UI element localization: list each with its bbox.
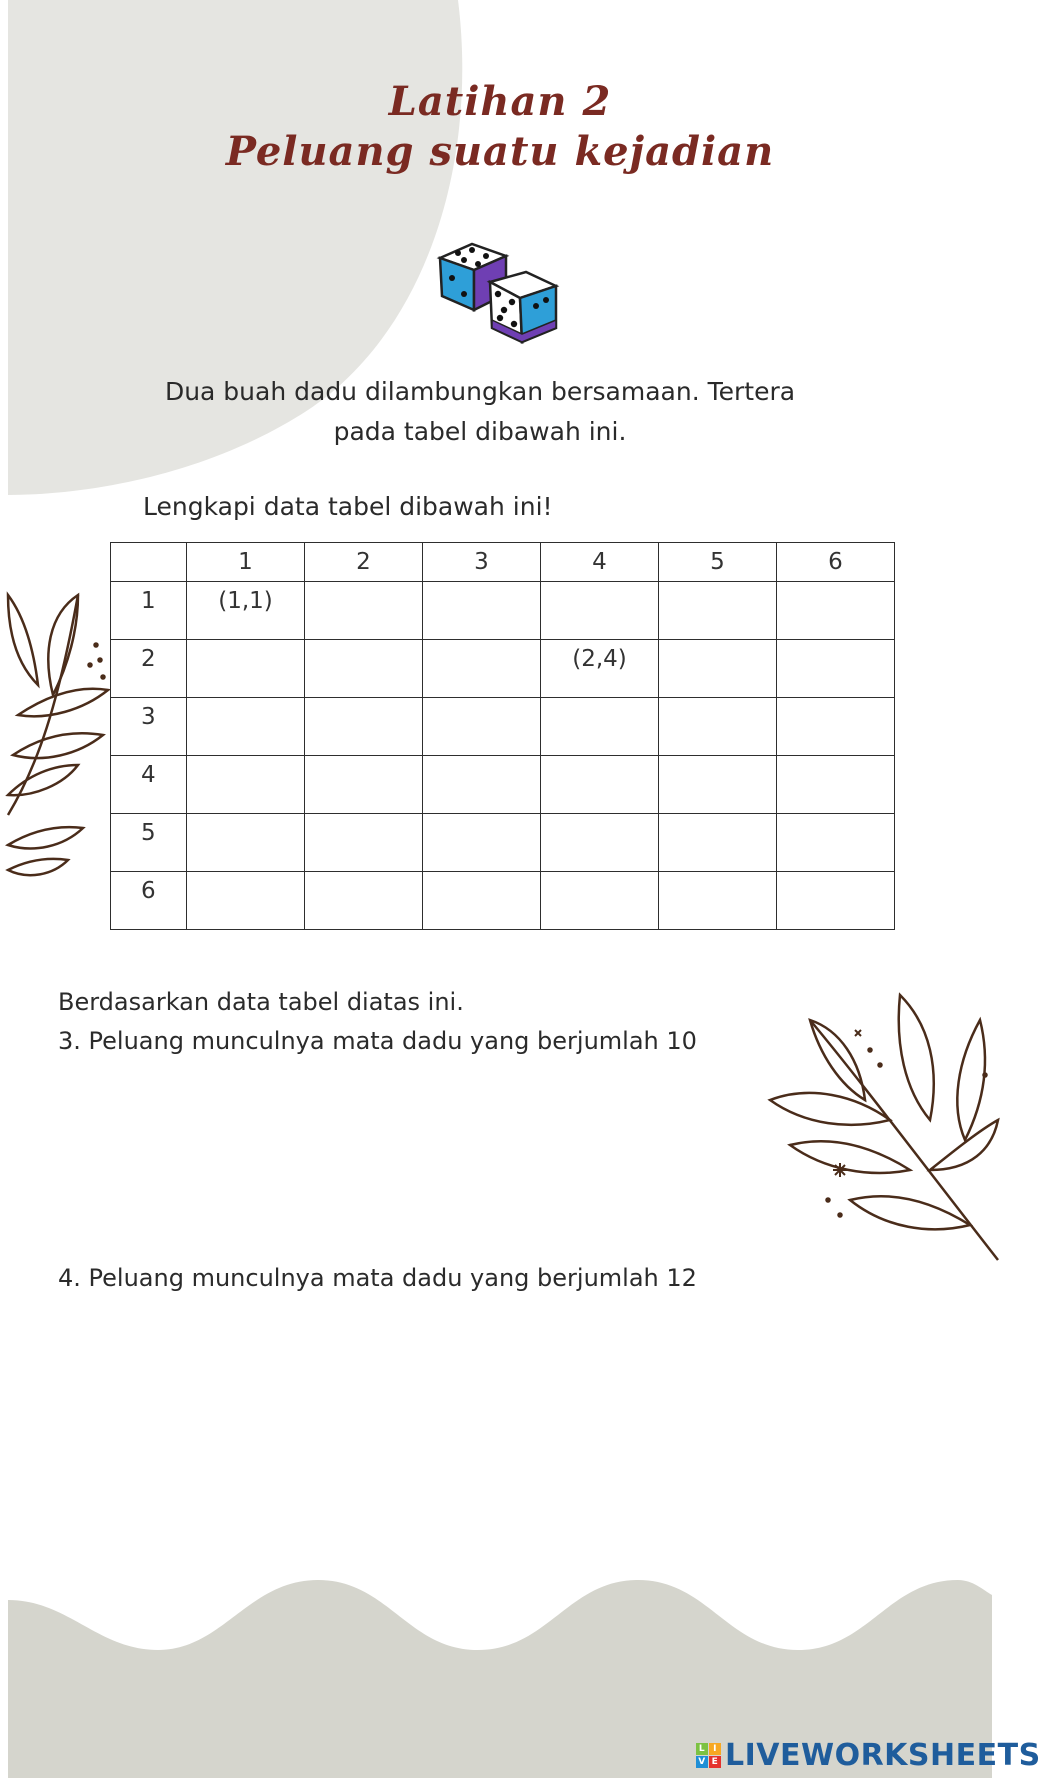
liveworksheets-logo <box>696 1738 1041 1773</box>
column-header: 2 <box>305 543 423 582</box>
answer-cell[interactable] <box>777 872 895 930</box>
answer-cell[interactable] <box>659 698 777 756</box>
answer-cell[interactable] <box>187 756 305 814</box>
logo-text: LIVEWORKSHEETS <box>725 1738 1041 1773</box>
dice-outcome-table <box>110 542 895 930</box>
answer-cell[interactable] <box>777 756 895 814</box>
answer-cell[interactable] <box>659 582 777 640</box>
row-header: 6 <box>111 872 187 930</box>
column-header: 6 <box>777 543 895 582</box>
intro-text: Dua buah dadu dilambungkan bersamaan. Tertera pada tabel dibawah ini. <box>164 377 796 446</box>
answer-cell[interactable] <box>305 640 423 698</box>
table-row <box>111 872 895 930</box>
answer-cell[interactable] <box>541 698 659 756</box>
answer-cell[interactable] <box>187 698 305 756</box>
basis-text: Berdasarkan data tabel diatas ini. <box>58 988 464 1016</box>
answer-cell[interactable] <box>659 640 777 698</box>
table-row <box>111 756 895 814</box>
table-row <box>111 814 895 872</box>
answer-cell[interactable] <box>423 698 541 756</box>
answer-cell[interactable] <box>777 698 895 756</box>
answer-cell[interactable] <box>777 582 895 640</box>
answer-cell[interactable] <box>305 582 423 640</box>
table-row <box>111 582 895 640</box>
leaf-decoration-left-icon <box>8 585 108 885</box>
answer-cell[interactable] <box>305 872 423 930</box>
answer-cell[interactable] <box>305 698 423 756</box>
page-title-line2: Peluang suatu kejadian <box>225 128 775 175</box>
row-header: 5 <box>111 814 187 872</box>
answer-cell[interactable]: (1,1) <box>187 582 305 640</box>
page-title-line1: Latihan 2 <box>388 78 612 125</box>
answer-cell[interactable] <box>423 872 541 930</box>
row-header: 1 <box>111 582 187 640</box>
logo-badge-icon: L I V E <box>696 1743 721 1768</box>
answer-cell[interactable] <box>423 582 541 640</box>
answer-cell[interactable] <box>187 872 305 930</box>
row-header: 2 <box>111 640 187 698</box>
column-header: 3 <box>423 543 541 582</box>
row-header: 4 <box>111 756 187 814</box>
table-row <box>111 640 895 698</box>
column-header: 1 <box>187 543 305 582</box>
answer-cell[interactable] <box>777 640 895 698</box>
answer-cell[interactable] <box>423 640 541 698</box>
answer-cell[interactable] <box>187 640 305 698</box>
instruction-text: Lengkapi data tabel dibawah ini! <box>143 492 553 521</box>
answer-cell[interactable] <box>659 814 777 872</box>
table-row <box>111 698 895 756</box>
answer-cell[interactable] <box>777 814 895 872</box>
answer-cell[interactable] <box>187 814 305 872</box>
answer-cell[interactable] <box>541 872 659 930</box>
answer-cell[interactable] <box>541 756 659 814</box>
answer-cell[interactable] <box>423 814 541 872</box>
answer-cell[interactable]: (2,4) <box>541 640 659 698</box>
answer-cell[interactable] <box>305 814 423 872</box>
answer-cell[interactable] <box>541 814 659 872</box>
table-corner-cell <box>111 543 187 582</box>
answer-cell[interactable] <box>423 756 541 814</box>
question-4: 4. Peluang munculnya mata dadu yang berjumlah 12 <box>58 1264 697 1292</box>
table-header-row <box>111 543 895 582</box>
question-3: 3. Peluang munculnya mata dadu yang berjumlah 10 <box>58 1027 697 1055</box>
answer-cell[interactable] <box>541 582 659 640</box>
column-header: 4 <box>541 543 659 582</box>
answer-cell[interactable] <box>659 872 777 930</box>
column-header: 5 <box>659 543 777 582</box>
dice-icon <box>432 238 572 353</box>
answer-cell[interactable] <box>305 756 423 814</box>
row-header: 3 <box>111 698 187 756</box>
answer-cell[interactable] <box>659 756 777 814</box>
leaf-decoration-right-icon <box>770 990 1000 1270</box>
